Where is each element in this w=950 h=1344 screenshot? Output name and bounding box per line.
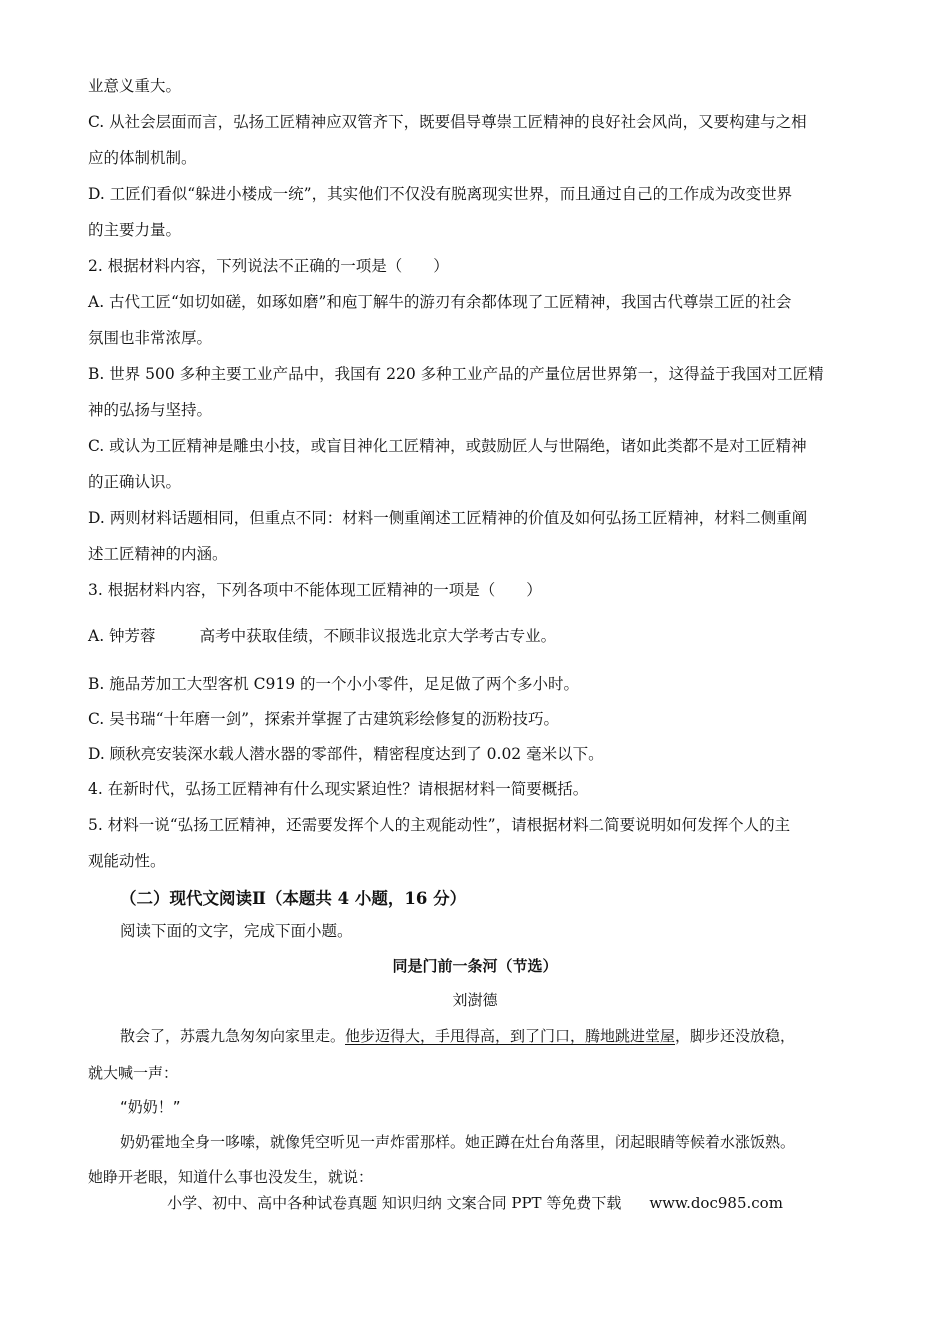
text-line: 的正确认识。 (88, 473, 182, 491)
text-line: 业意义重大。 (88, 77, 182, 95)
question-4: 4. 在新时代，弘扬工匠精神有什么现实紧迫性？请根据材料一简要概括。 (88, 780, 589, 798)
footer-text: 小学、初中、高中各种试卷真题 知识归纳 文案合同 PPT 等免费下载 (167, 1194, 622, 1212)
text-line: 观能动性。 (88, 852, 166, 870)
story-author: 刘澍德 (452, 991, 498, 1009)
instruction: 阅读下面的文字，完成下面小题。 (120, 922, 353, 940)
text-line: 氛围也非常浓厚。 (88, 329, 213, 347)
option-c-text: C. 从社会层面而言，弘扬工匠精神应双管齐下，既要倡导尊崇工匠精神的良好社会风尚，又要构建与之相 (88, 113, 807, 131)
text-line: 述工匠精神的内涵。 (88, 545, 228, 563)
question-3-option-c: C. 吴书瑞“十年磨一剑”，探索并掌握了古建筑彩绘修复的沥粉技巧。 (88, 710, 560, 728)
story-paragraph-3: 奶奶霍地全身一哆嗦，就像凭空听见一声炸雷那样。她正蹲在灶台角落里，闭起眼睛等候着水涨饭熟。 (120, 1133, 796, 1151)
option-d-text: D. 工匠们看似“躲进小楼成一统”，其实他们不仅没有脱离现实世界，而且通过自己的工作成为改变世界 (88, 185, 793, 203)
question-3-option-b: B. 施品芳加工大型客机 C919 的一个小小零件，足足做了两个多小时。 (88, 675, 580, 693)
page-footer (0, 1192, 950, 1213)
story-text: 她睁开老眼，知道什么事也没发生，就说： (88, 1168, 374, 1186)
story-paragraph-2: “奶奶！” (120, 1098, 181, 1116)
text-line: 的主要力量。 (88, 221, 182, 239)
option-d-text: D. 两则材料话题相同，但重点不同：材料一侧重阐述工匠精神的价值及如何弘扬工匠精神，材料二侧重阐 (88, 509, 808, 527)
story-paragraph-1 (120, 1025, 795, 1047)
footer-site-link[interactable]: www.doc985.com (649, 1194, 783, 1212)
option-c-text: C. 或认为工匠精神是雕虫小技，或盲目神化工匠精神，或鼓励匠人与世隔绝，诸如此类都不是对工匠精神 (88, 437, 807, 455)
story-text: 散会了，苏震九急匆匆向家里走。 (120, 1027, 346, 1045)
question-3: 3. 根据材料内容，下列各项中不能体现工匠精神的一项是（ ） (88, 581, 542, 599)
question-3-option-a (88, 625, 556, 647)
question-2: 2. 根据材料内容，下列说法不正确的一项是（ ） (88, 257, 449, 275)
question-3-option-d: D. 顾秋亮安装深水载人潜水器的零部件，精密程度达到了 0.02 毫米以下。 (88, 745, 604, 763)
story-text: ，脚步还没放稳， (675, 1027, 796, 1045)
underlined-sentence: 他步迈得大，手甩得高，到了门口，腾地跳进堂屋 (345, 1027, 676, 1045)
text-line: 神的弘扬与坚持。 (88, 401, 213, 419)
option-a-name: A. 钟芳蓉 (88, 627, 156, 645)
option-a-detail: 高考中获取佳绩，不顾非议报选北京大学考古专业。 (199, 627, 557, 645)
text-line: 应的体制机制。 (88, 149, 197, 167)
option-a-text: A. 古代工匠“如切如磋，如琢如磨”和庖丁解牛的游刃有余都体现了工匠精神，我国古代尊崇工匠的社会 (88, 293, 792, 311)
section-title: （二）现代文阅读Ⅱ（本题共 4 小题，16 分） (120, 889, 467, 908)
option-b-text: B. 世界 500 多种主要工业产品中，我国有 220 多种工业产品的产量位居世界第一，这得益于我国对工匠精 (88, 365, 824, 383)
question-5: 5. 材料一说“弘扬工匠精神，还需要发挥个人的主观能动性”，请根据材料二简要说明如何发挥个人的主 (88, 816, 791, 834)
story-text: 就大喊一声： (88, 1064, 179, 1082)
story-title: 同是门前一条河（节选） (392, 957, 558, 975)
